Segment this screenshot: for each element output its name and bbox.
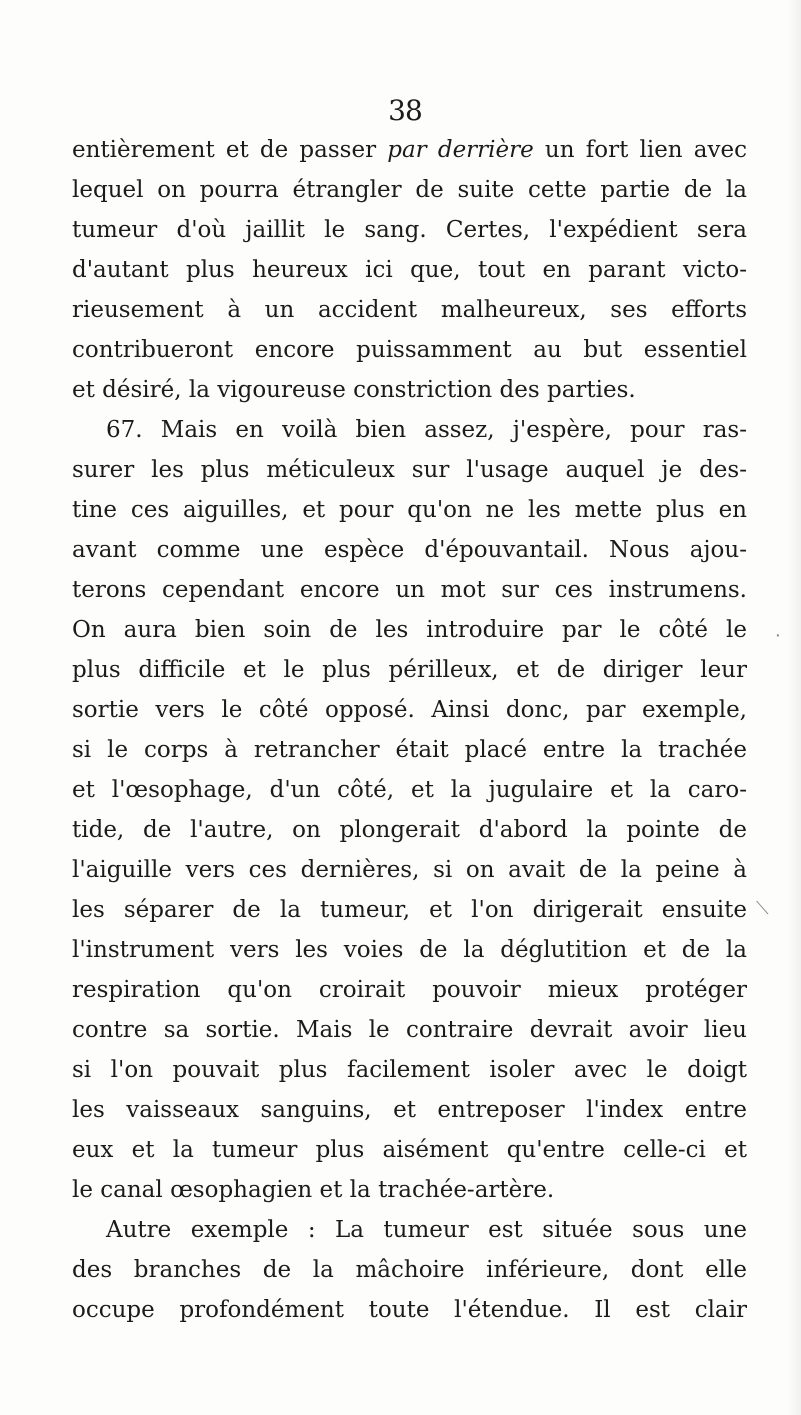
text-line-24: si l'on pouvait plus facilement isoler avec le doigt xyxy=(72,1057,747,1083)
page-edge-shadow xyxy=(787,0,801,1415)
text-line-1 xyxy=(72,130,747,170)
text-line-15: sortie vers le côté opposé. Ainsi donc, par exemple, xyxy=(72,697,747,723)
text-line-20: les séparer de la tumeur, et l'on dirigerait ensuite xyxy=(72,897,747,923)
body-text xyxy=(72,130,747,1330)
text-line-11: avant comme une espèce d'épouvantail. Nous ajou- xyxy=(72,537,747,563)
text-line-17: et l'œsophage, d'un côté, et la jugulaire et la caro- xyxy=(72,777,747,803)
text-line-21: l'instrument vers les voies de la déglutition et de la xyxy=(72,937,747,963)
text-line-19: l'aiguille vers ces dernières, si on avait de la peine à xyxy=(72,857,747,883)
text-line-26: eux et la tumeur plus aisément qu'entre celle-ci et xyxy=(72,1137,747,1163)
text-line-5: rieusement à un accident malheureux, ses efforts xyxy=(72,297,747,323)
emphasis-par-derriere: par derrière xyxy=(387,137,534,163)
text-line-8: 67. Mais en voilà bien assez, j'espère, pour ras- xyxy=(106,417,747,443)
text-line-23: contre sa sortie. Mais le contraire devrait avoir lieu xyxy=(72,1017,747,1043)
margin-mark-1: ⟍ xyxy=(756,898,769,919)
text-line-28: Autre exemple : La tumeur est située sous une xyxy=(106,1217,747,1243)
text-line-9: surer les plus méticuleux sur l'usage auquel je des- xyxy=(72,457,747,483)
text-line-3: tumeur d'où jaillit le sang. Certes, l'expédient sera xyxy=(72,217,747,243)
text-line-1-end: un fort lien avec xyxy=(533,137,747,163)
text-line-29: des branches de la mâchoire inférieure, dont elle xyxy=(72,1257,747,1283)
text-line-25: les vaisseaux sanguins, et entreposer l'index entre xyxy=(72,1097,747,1123)
text-line-12: terons cependant encore un mot sur ces instrumens. xyxy=(72,577,747,603)
text-line-1-start: entièrement et de passer xyxy=(72,137,388,163)
text-line-22: respiration qu'on croirait pouvoir mieux protéger xyxy=(72,977,747,1003)
text-line-14: plus difficile et le plus périlleux, et de diriger leur xyxy=(72,657,747,683)
text-line-30: occupe profondément toute l'étendue. Il est clair xyxy=(72,1297,747,1323)
text-line-6: contribueront encore puissamment au but essentiel xyxy=(72,337,747,363)
text-line-27: le canal œsophagien et la trachée-artère. xyxy=(72,1177,555,1203)
margin-mark-2: ‧ xyxy=(775,626,781,647)
text-line-16: si le corps à retrancher était placé entre la trachée xyxy=(72,737,747,763)
text-line-18: tide, de l'autre, on plongerait d'abord la pointe de xyxy=(72,817,747,843)
text-line-7: et désiré, la vigoureuse constriction des parties. xyxy=(72,377,636,403)
text-line-13: On aura bien soin de les introduire par le côté le xyxy=(72,617,747,643)
page-number: 38 xyxy=(388,94,422,127)
text-line-2: lequel on pourra étrangler de suite cette partie de la xyxy=(72,177,747,203)
text-line-10: tine ces aiguilles, et pour qu'on ne les mette plus en xyxy=(72,497,747,523)
text-line-4: d'autant plus heureux ici que, tout en parant victo- xyxy=(72,257,747,283)
